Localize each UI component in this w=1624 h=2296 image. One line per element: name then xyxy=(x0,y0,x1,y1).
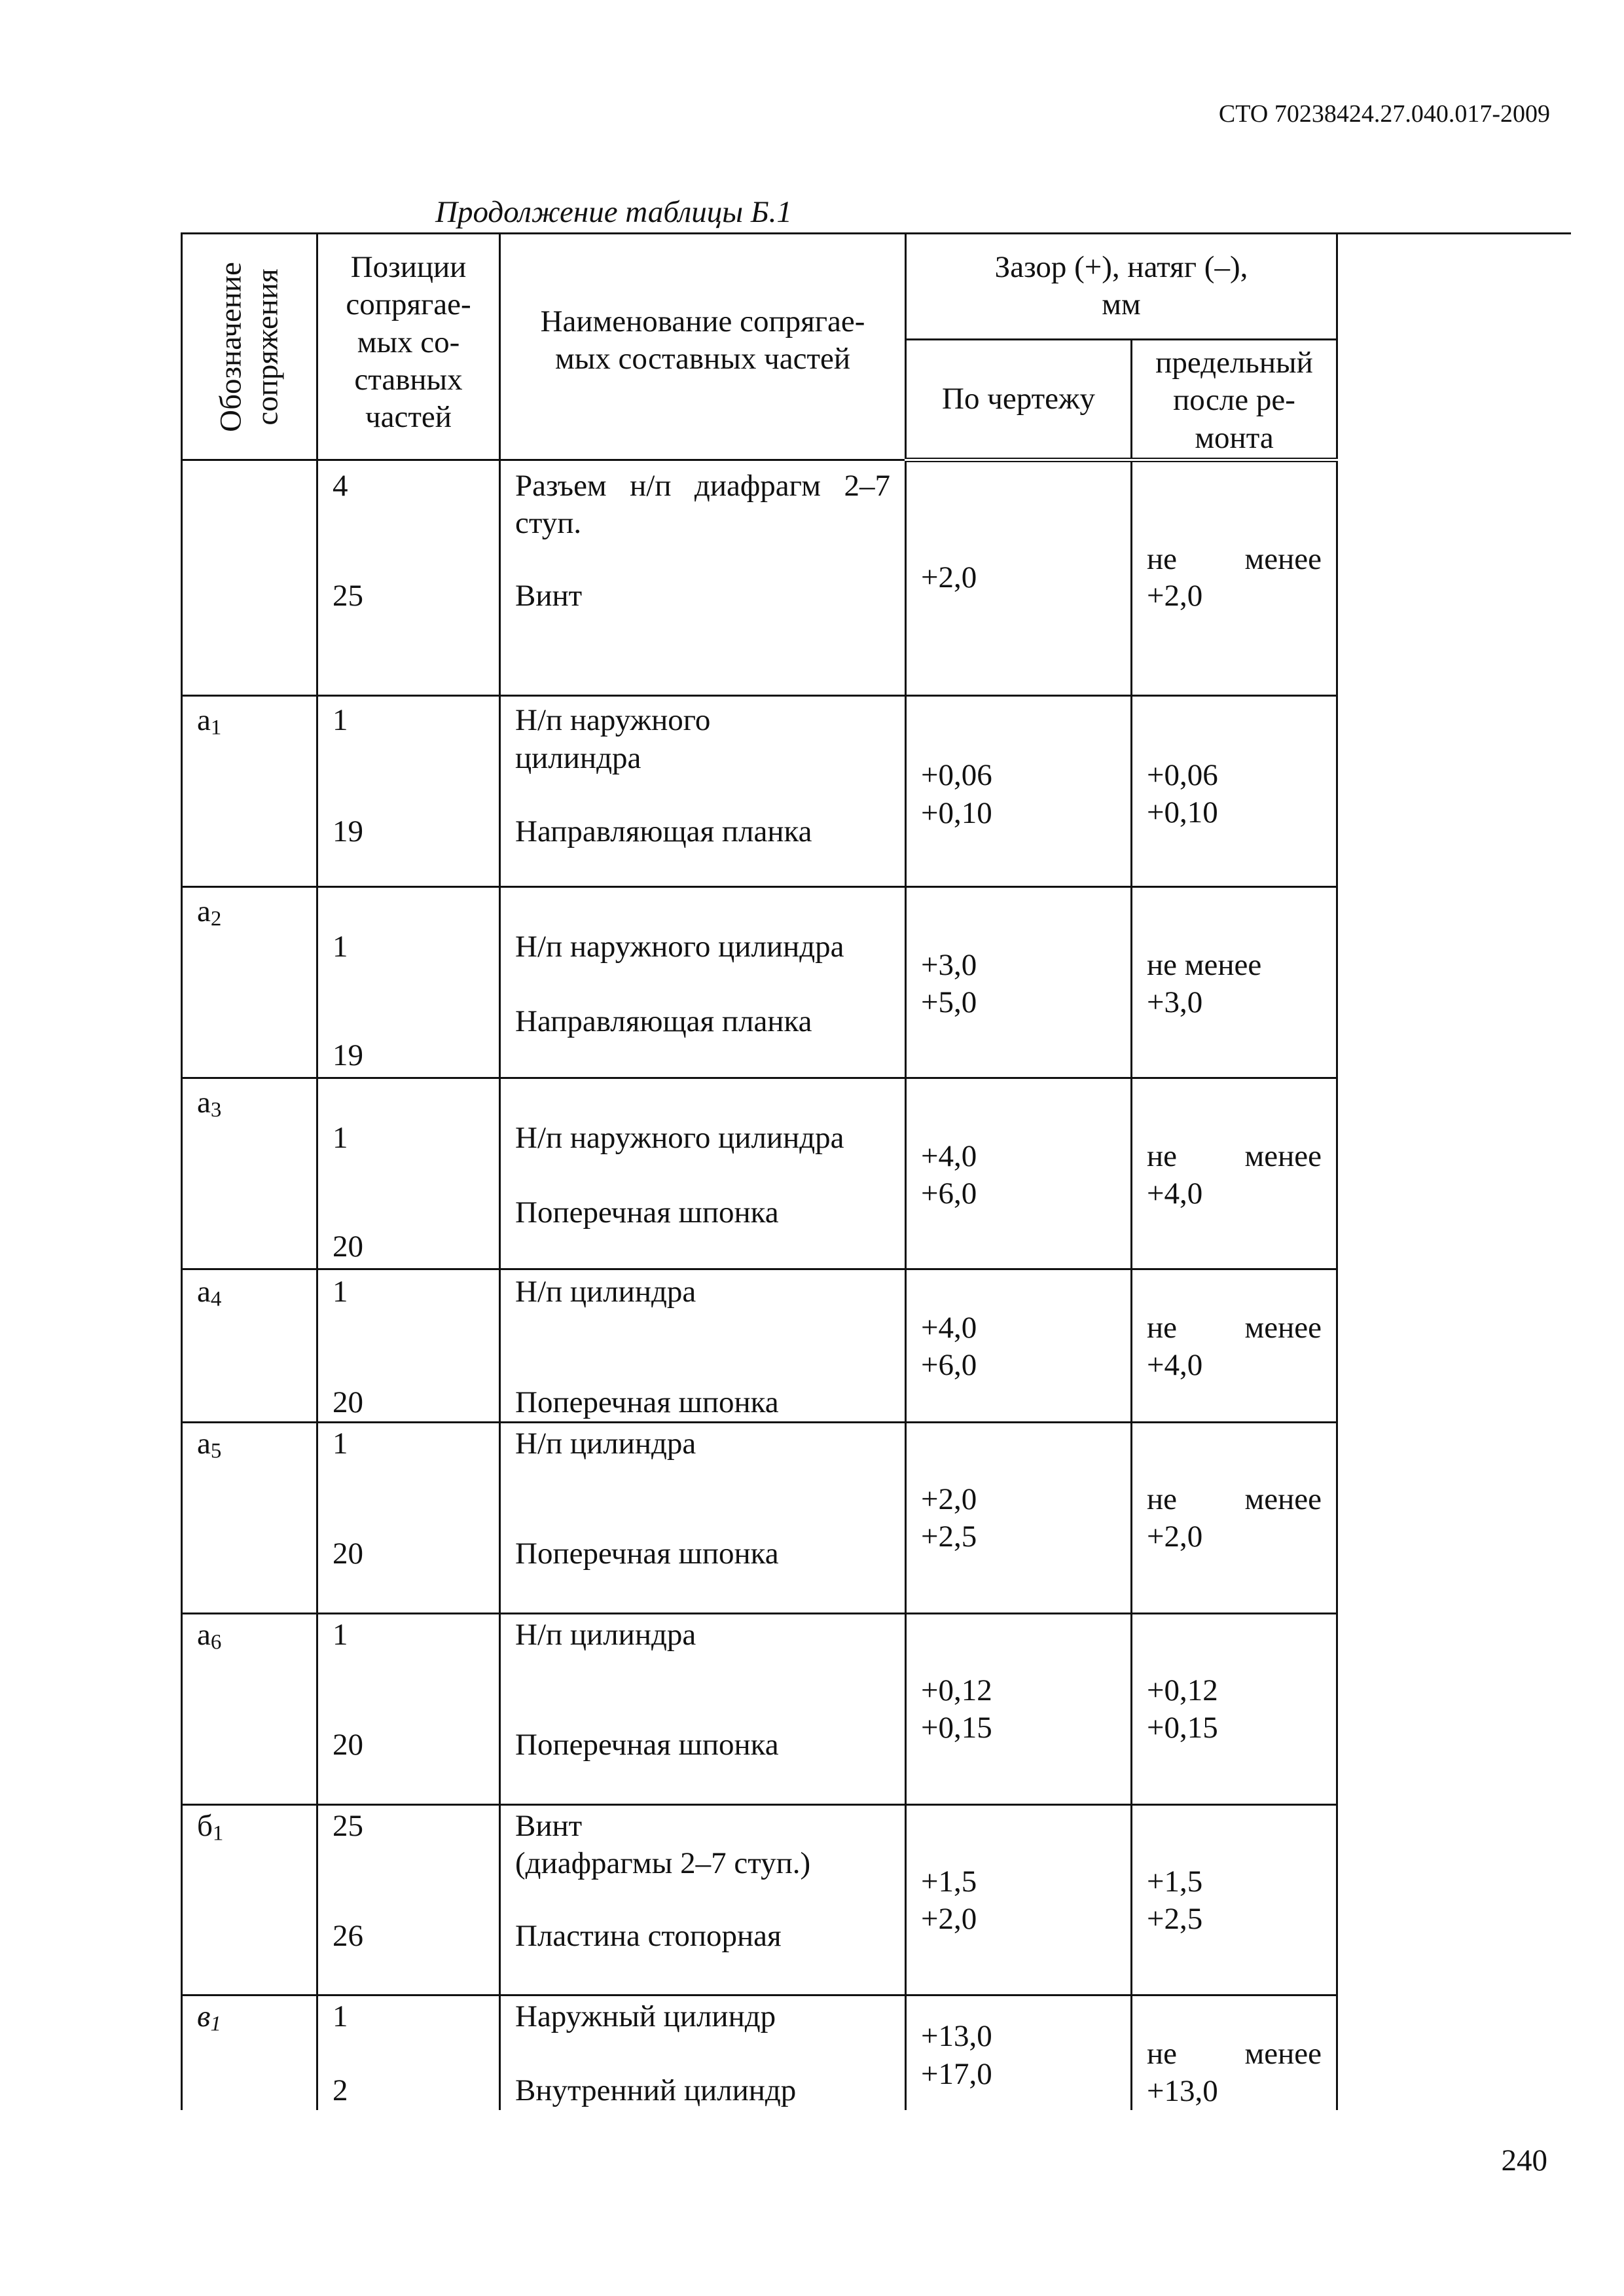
position-top: 1 xyxy=(333,1427,348,1461)
name-bottom: Направляющая планка xyxy=(515,1004,812,1039)
designation-text: $а_5$ xyxy=(197,1427,222,1463)
header-by-drawing-text: По чертежу xyxy=(942,381,1095,416)
limit-line-1: не менее xyxy=(1147,542,1322,577)
cell-name xyxy=(500,1269,906,1422)
cell-name xyxy=(500,1423,906,1614)
cell-name xyxy=(500,1995,906,2110)
position-bottom: 20 xyxy=(333,1537,363,1571)
cell-limit xyxy=(1132,1078,1337,1269)
drawing-value: +4,0 +6,0 xyxy=(921,1310,977,1382)
header-by-drawing xyxy=(906,339,1132,460)
position-top: 1 xyxy=(333,1120,348,1155)
table-row xyxy=(182,887,1337,1078)
cell-designation xyxy=(182,1269,317,1422)
name-top: Наружный цилиндр xyxy=(515,1999,776,2034)
name-bottom: Поперечная шпонка xyxy=(515,1195,779,1230)
position-top: 1 xyxy=(333,703,348,738)
cell-positions xyxy=(317,696,500,887)
name-bottom: Поперечная шпонка xyxy=(515,1385,779,1419)
header-designation xyxy=(182,234,317,460)
cell-limit xyxy=(1132,1804,1337,1995)
position-top: 25 xyxy=(333,1808,363,1843)
cell-drawing xyxy=(906,1613,1132,1804)
header-positions xyxy=(317,234,500,460)
header-name xyxy=(500,234,906,460)
table-row xyxy=(182,1423,1337,1614)
cell-name xyxy=(500,1804,906,1995)
position-bottom: 25 xyxy=(333,579,363,613)
name-bottom: Пластина стопорная xyxy=(515,1918,782,1953)
drawing-value: +4,0 +6,0 xyxy=(921,1139,977,1211)
limit-line-2: +0,10 xyxy=(1147,795,1218,830)
limit-line-1: не менее xyxy=(1147,1139,1322,1173)
limit-line-2: +2,0 xyxy=(1147,579,1203,613)
header-limit-text: предельный после ре- монта xyxy=(1155,345,1313,455)
position-bottom: 20 xyxy=(333,1229,363,1264)
header-gap-group xyxy=(906,234,1337,340)
name-bottom: Поперечная шпонка xyxy=(515,1727,779,1762)
limit-line-1: +0,06 xyxy=(1147,758,1218,793)
name-bottom: Внутренний цилиндр xyxy=(515,2073,797,2108)
table-row xyxy=(182,460,1337,696)
limit-line-2: +2,0 xyxy=(1147,1520,1203,1554)
cell-limit xyxy=(1132,696,1337,887)
cell-positions xyxy=(317,887,500,1078)
position-top: 4 xyxy=(333,469,348,503)
limit-line-2: +0,15 xyxy=(1147,1710,1218,1745)
cell-limit xyxy=(1132,1995,1337,2110)
header-positions-text: Позиции сопрягае- мых со- ставных частей xyxy=(346,250,471,435)
cell-designation xyxy=(182,887,317,1078)
name-top: Разъем н/п диафрагм 2–7 ступ. xyxy=(515,469,890,541)
table-row xyxy=(182,1078,1337,1269)
document-code: СТО 70238424.27.040.017-2009 xyxy=(1218,100,1550,128)
cell-drawing xyxy=(906,460,1132,696)
name-top: Н/п цилиндра xyxy=(515,1427,696,1461)
cell-name xyxy=(500,1613,906,1804)
drawing-value: +2,0 +2,5 xyxy=(921,1482,977,1554)
table-caption: Продолжение таблицы Б.1 xyxy=(435,195,792,229)
designation-text: $а_1$ xyxy=(197,703,222,740)
designation-text: $а_2$ xyxy=(197,894,222,931)
table-row xyxy=(182,1804,1337,1995)
position-bottom: 19 xyxy=(333,1038,363,1073)
name-bottom: Направляющая планка xyxy=(515,814,812,849)
name-bottom: Поперечная шпонка xyxy=(515,1537,779,1571)
drawing-value: +1,5 +2,0 xyxy=(921,1864,977,1936)
spec-table-wrapper xyxy=(181,232,1336,2110)
cell-designation xyxy=(182,1078,317,1269)
header-limit xyxy=(1132,339,1337,460)
limit-line-1: не менее xyxy=(1147,1482,1322,1517)
cell-designation xyxy=(182,1804,317,1995)
designation-text: $а_3$ xyxy=(197,1085,222,1122)
name-bottom: Винт xyxy=(515,579,583,613)
name-top: Н/п цилиндра xyxy=(515,1617,696,1652)
cell-positions xyxy=(317,1804,500,1995)
limit-line-1: +1,5 xyxy=(1147,1864,1203,1899)
position-bottom: 19 xyxy=(333,814,363,849)
limit-line-2: +3,0 xyxy=(1147,985,1203,1020)
limit-line-1: не менее xyxy=(1147,2037,1322,2071)
name-top: Н/п наружного цилиндра xyxy=(515,1120,844,1155)
designation-text: $в_1$ xyxy=(197,1999,221,2036)
designation-text: $б_1$ xyxy=(197,1808,224,1846)
cell-limit xyxy=(1132,460,1337,696)
position-bottom: 20 xyxy=(333,1727,363,1762)
position-top: 1 xyxy=(333,1617,348,1652)
position-bottom: 26 xyxy=(333,1918,363,1953)
cell-drawing xyxy=(906,887,1132,1078)
limit-line-2: +2,5 xyxy=(1147,1901,1203,1936)
drawing-value: +13,0 +17,0 xyxy=(921,2019,992,2091)
header-designation-text: Обозначение сопряжения xyxy=(213,261,285,432)
cell-drawing xyxy=(906,1804,1132,1995)
cell-limit xyxy=(1132,1269,1337,1422)
limit-line-1: +0,12 xyxy=(1147,1673,1218,1707)
table-row xyxy=(182,1269,1337,1422)
cell-designation xyxy=(182,460,317,696)
cell-name xyxy=(500,887,906,1078)
spec-table xyxy=(181,232,1338,2110)
cell-positions xyxy=(317,1423,500,1614)
designation-text: $а_6$ xyxy=(197,1617,222,1654)
name-top: Н/п цилиндра xyxy=(515,1274,696,1309)
position-top: 1 xyxy=(333,1274,348,1309)
limit-line-2: +4,0 xyxy=(1147,1176,1203,1211)
cell-limit xyxy=(1132,887,1337,1078)
cell-limit xyxy=(1132,1423,1337,1614)
header-gap-group-text: Зазор (+), натяг (–), мм xyxy=(994,250,1248,322)
position-top: 1 xyxy=(333,930,348,964)
cell-drawing xyxy=(906,1078,1132,1269)
page-number: 240 xyxy=(1501,2143,1547,2178)
limit-line-1: не менее xyxy=(1147,948,1262,983)
name-top: Винт (диафрагмы 2–7 ступ.) xyxy=(515,1808,811,1880)
header-row-1 xyxy=(182,234,1337,340)
cell-name xyxy=(500,460,906,696)
cell-name xyxy=(500,1078,906,1269)
header-name-text: Наименование сопрягае- мых составных частей xyxy=(540,304,865,376)
position-bottom: 20 xyxy=(333,1385,363,1419)
cell-designation xyxy=(182,1613,317,1804)
cell-drawing xyxy=(906,1269,1132,1422)
cell-positions xyxy=(317,460,500,696)
drawing-value: +2,0 xyxy=(921,560,977,595)
cell-drawing xyxy=(906,1995,1132,2110)
table-row xyxy=(182,1613,1337,1804)
cell-limit xyxy=(1132,1613,1337,1804)
cell-designation xyxy=(182,1995,317,2110)
drawing-value: +0,06 +0,10 xyxy=(921,758,992,830)
limit-line-2: +13,0 xyxy=(1147,2074,1218,2109)
cell-drawing xyxy=(906,1423,1132,1614)
table-row xyxy=(182,1995,1337,2110)
cell-positions xyxy=(317,1995,500,2110)
drawing-value: +3,0 +5,0 xyxy=(921,948,977,1020)
limit-line-1: не менее xyxy=(1147,1310,1322,1345)
limit-line-2: +4,0 xyxy=(1147,1347,1203,1382)
cell-positions xyxy=(317,1269,500,1422)
position-bottom: 2 xyxy=(333,2073,348,2108)
name-top: Н/п наружного цилиндра xyxy=(515,930,844,964)
table-row xyxy=(182,696,1337,887)
cell-name xyxy=(500,696,906,887)
position-top: 1 xyxy=(333,1999,348,2034)
drawing-value: +0,12 +0,15 xyxy=(921,1673,992,1745)
cell-positions xyxy=(317,1078,500,1269)
cell-drawing xyxy=(906,696,1132,887)
cell-designation xyxy=(182,696,317,887)
name-top: Н/п наружного цилиндра xyxy=(515,703,711,775)
designation-text: $а_4$ xyxy=(197,1274,222,1311)
cell-designation xyxy=(182,1423,317,1614)
cell-positions xyxy=(317,1613,500,1804)
